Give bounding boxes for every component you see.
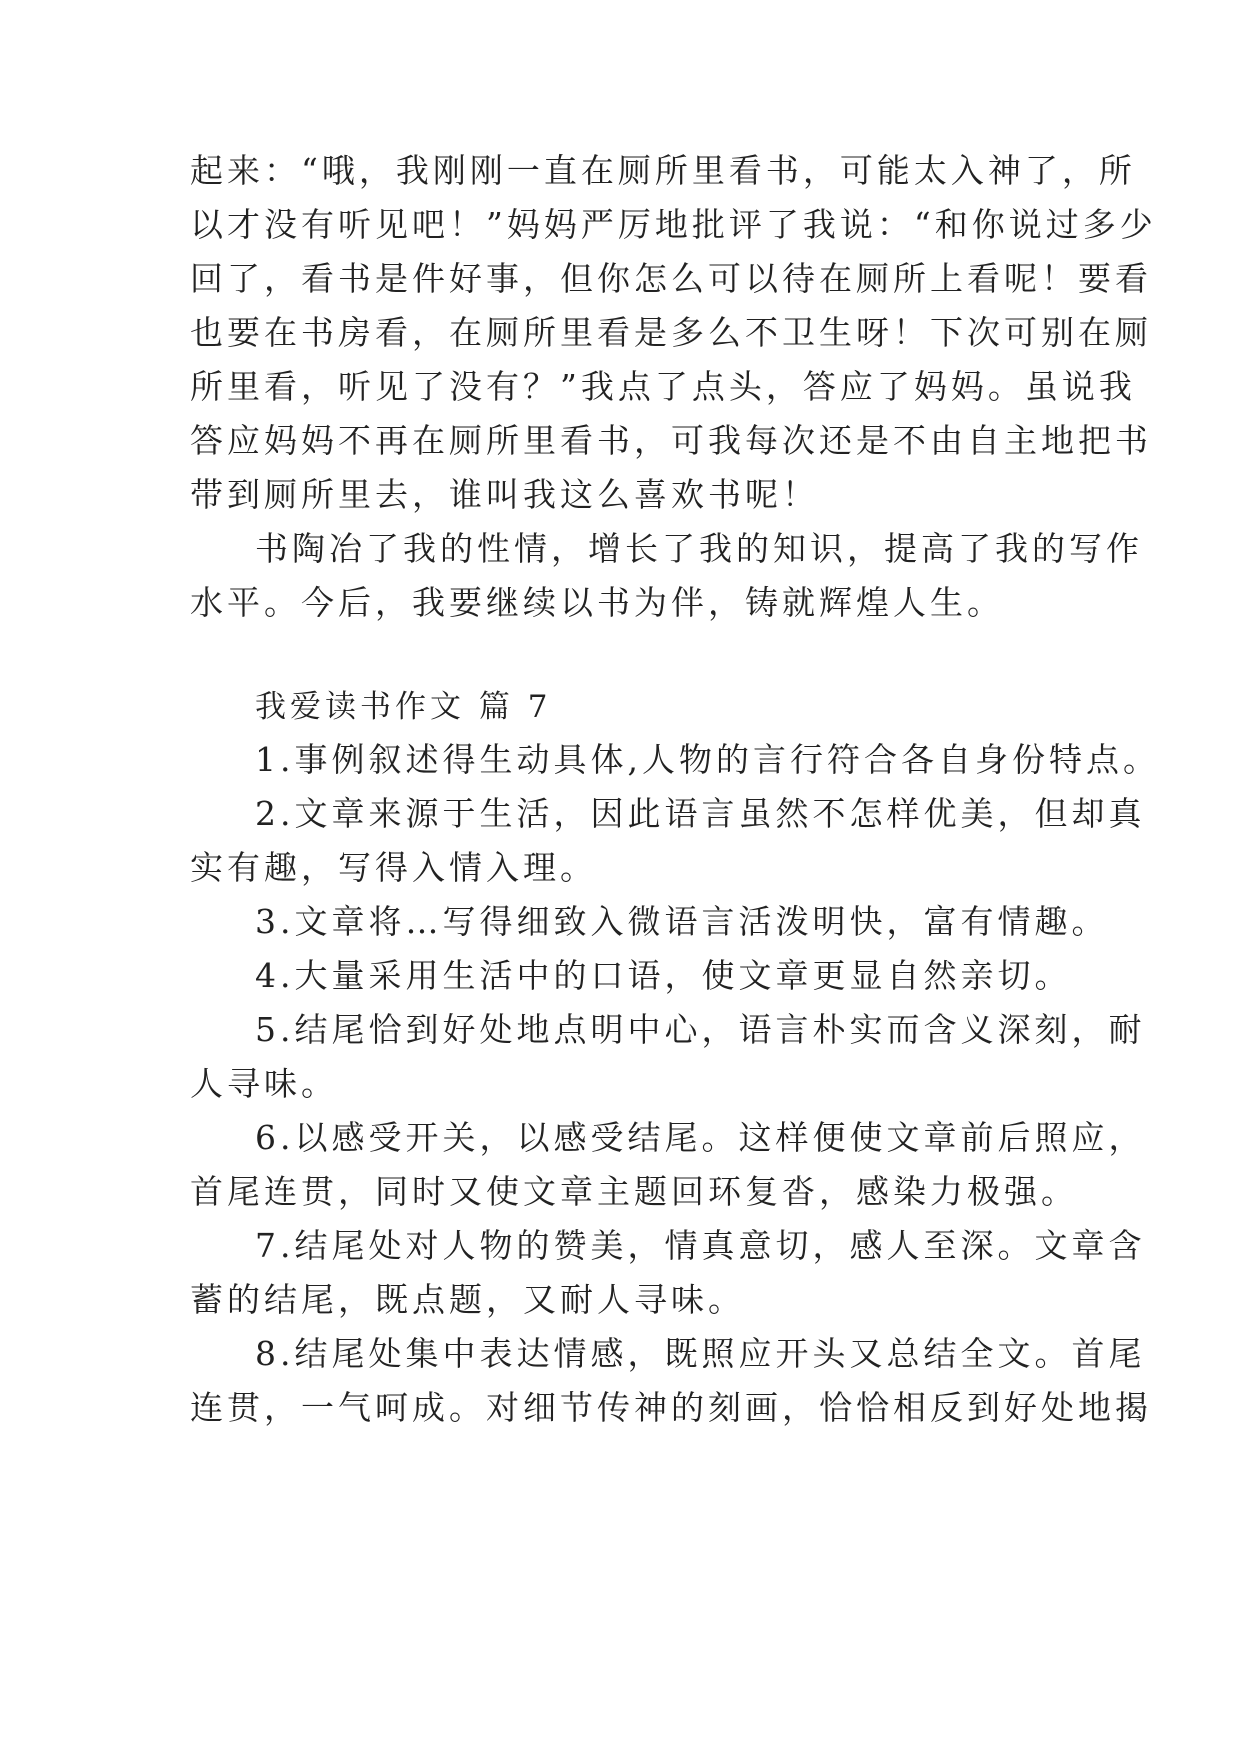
text-line: 所里看，听见了没有？”我点了点头，答应了妈妈。虽说我 — [190, 367, 1136, 406]
list-item: 2.文章来源于生活，因此语言虽然不怎样优美，但却真 — [255, 794, 1146, 833]
list-item: 1.事例叙述得生动具体,人物的言行符合各自身份特点。 — [255, 740, 1160, 779]
list-item-continuation: 连贯，一气呵成。对细节传神的刻画，恰恰相反到好处地揭 — [190, 1388, 1152, 1427]
text-line: 也要在书房看，在厕所里看是多么不卫生呀！下次可别在厕 — [190, 313, 1152, 352]
list-item-continuation: 蓄的结尾，既点题，又耐人寻味。 — [190, 1280, 745, 1319]
text-line: 起来：“哦，我刚刚一直在厕所里看书，可能太入神了，所 — [190, 151, 1136, 190]
list-item: 7.结尾处对人物的赞美，情真意切，感人至深。文章含 — [255, 1226, 1146, 1265]
text-line: 回了，看书是件好事，但你怎么可以待在厕所上看呢！要看 — [190, 259, 1152, 298]
text-line: 以才没有听见吧！”妈妈严厉地批评了我说：“和你说过多少 — [190, 205, 1157, 244]
list-item: 6.以感受开关，以感受结尾。这样便使文章前后照应， — [255, 1118, 1146, 1157]
list-item-continuation: 首尾连贯，同时又使文章主题回环复沓，感染力极强。 — [190, 1172, 1078, 1211]
text-line: 带到厕所里去，谁叫我这么喜欢书呢！ — [190, 475, 819, 514]
text-line: 水平。今后，我要继续以书为伴，铸就辉煌人生。 — [190, 583, 1004, 622]
text-line: 书陶冶了我的性情，增长了我的知识，提高了我的写作 — [255, 529, 1143, 568]
list-item-continuation: 人寻味。 — [190, 1064, 338, 1103]
text-line: 答应妈妈不再在厕所里看书，可我每次还是不由自主地把书 — [190, 421, 1152, 460]
list-item: 8.结尾处集中表达情感，既照应开头又总结全文。首尾 — [255, 1334, 1146, 1373]
section-heading: 我爱读书作文 篇 7 — [255, 689, 552, 725]
list-item: 3.文章将…写得细致入微语言活泼明快，富有情趣。 — [255, 902, 1109, 941]
list-item: 4.大量采用生活中的口语，使文章更显自然亲切。 — [255, 956, 1072, 995]
list-item: 5.结尾恰到好处地点明中心，语言朴实而含义深刻，耐 — [255, 1010, 1146, 1049]
list-item-continuation: 实有趣，写得入情入理。 — [190, 848, 597, 887]
